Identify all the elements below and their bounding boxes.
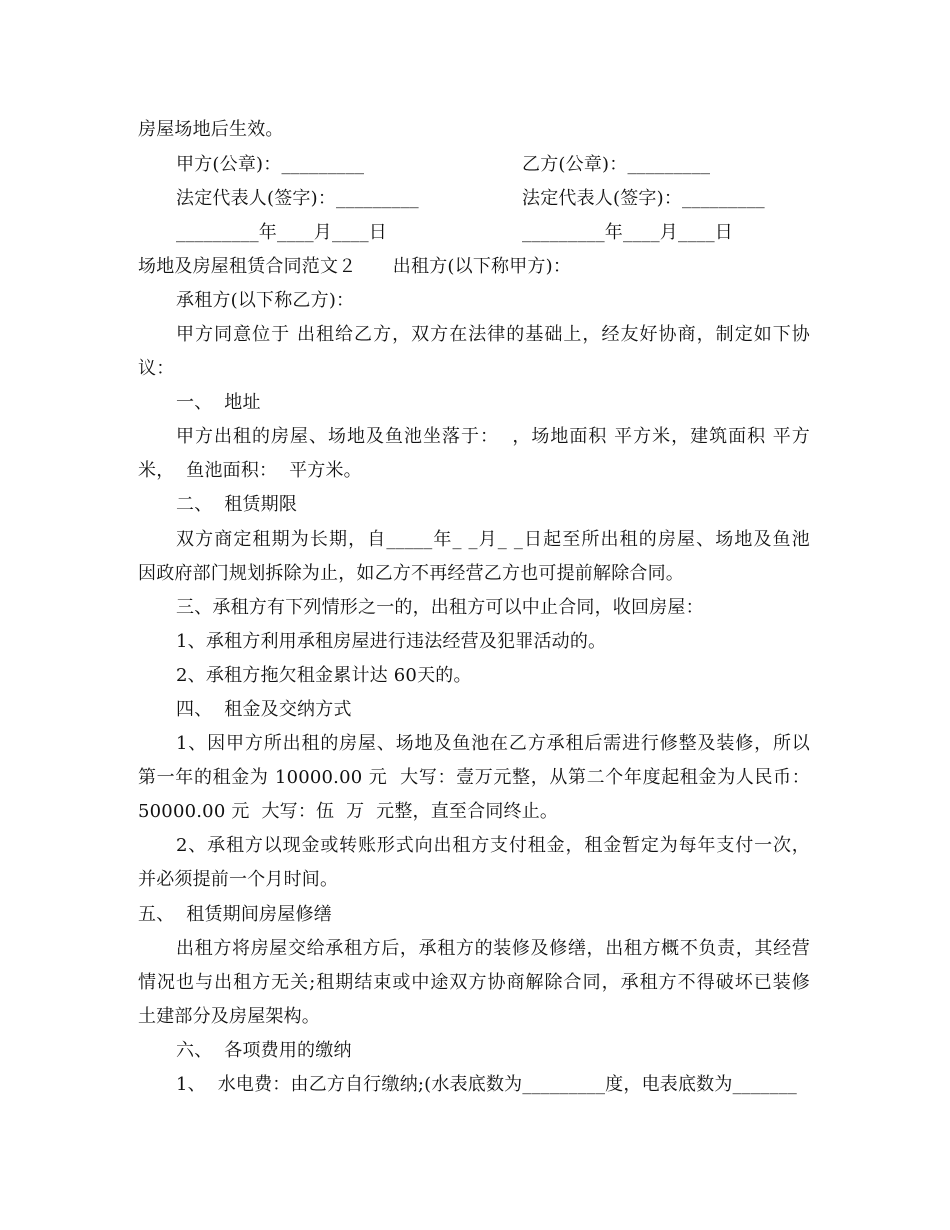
paragraph-line: 双方商定租期为长期，自_____年_ _月_ _日起至所出租的房屋、场地及鱼池 xyxy=(176,529,810,550)
paragraph-line: 2、承租方以现金或转账形式向出租方支付租金，租金暂定为每年支付一次， xyxy=(176,835,810,856)
paragraph-line: 1、因甲方所出租的房屋、场地及鱼池在乙方承租后需进行修整及装修，所以 xyxy=(176,733,810,754)
section-heading: 四、 租金及交纳方式 xyxy=(176,699,352,720)
paragraph-line: 第一年的租金为 10000.00 元 大写：壹万元整，从第二个年度起租金为人民币： xyxy=(138,767,810,788)
section-heading: 五、 租赁期间房屋修缮 xyxy=(138,904,332,925)
paragraph-line: 情况也与出租方无关;租期结束或中途双方协商解除合同，承租方不得破坏已装修 xyxy=(138,972,810,993)
paragraph-line: 因政府部门规划拆除为止，如乙方不再经营乙方也可提前解除合同。 xyxy=(138,563,684,584)
text-line: 房屋场地后生效。 xyxy=(138,119,284,140)
list-item: 2、承租方拖欠租金累计达 60天的。 xyxy=(176,665,472,686)
paragraph-line: 出租方将房屋交给承租方后，承租方的装修及修缮，出租方概不负责，其经营 xyxy=(176,938,810,959)
party-b-representative-line: 法定代表人(签字)：_________ xyxy=(522,188,765,209)
paragraph-line: 米， 鱼池面积： 平方米。 xyxy=(138,460,362,481)
party-a-seal-line: 甲方(公章)：_________ xyxy=(176,154,365,175)
paragraph-line: 土建部分及房屋架构。 xyxy=(138,1006,320,1027)
party-b-date-line: _________年____月____日 xyxy=(522,222,733,243)
list-item: 1、承租方利用承租房屋进行违法经营及犯罪活动的。 xyxy=(176,631,607,652)
section-heading: 二、 租赁期限 xyxy=(176,494,298,515)
document-title: 场地及房屋租赁合同范文２ 出租方(以下称甲方)： xyxy=(138,256,572,277)
section-heading: 六、 各项费用的缴纳 xyxy=(176,1040,352,1061)
list-item: 1、 水电费：由乙方自行缴纳;(水表底数为_________度，电表底数为_______ xyxy=(176,1074,797,1095)
section-heading: 三、承租方有下列情形之一的，出租方可以中止合同，收回房屋： xyxy=(176,597,704,618)
paragraph-line: 50000.00 元 大写：伍 万 元整，直至合同终止。 xyxy=(138,801,559,822)
party-b-seal-line: 乙方(公章)：_________ xyxy=(522,154,711,175)
section-heading: 一、 地址 xyxy=(176,392,261,413)
party-a-representative-line: 法定代表人(签字)：_________ xyxy=(176,188,419,209)
paragraph-line: 并必须提前一个月时间。 xyxy=(138,869,339,890)
paragraph-line: 甲方同意位于 出租给乙方，双方在法律的基础上，经友好协商，制定如下协 xyxy=(176,324,810,345)
party-a-date-line: _________年____月____日 xyxy=(176,222,387,243)
lessee-line: 承租方(以下称乙方)： xyxy=(176,290,355,311)
paragraph-line: 甲方出租的房屋、场地及鱼池坐落于： ，场地面积 平方米，建筑面积 平方 xyxy=(176,426,810,447)
paragraph-line: 议： xyxy=(138,358,175,379)
